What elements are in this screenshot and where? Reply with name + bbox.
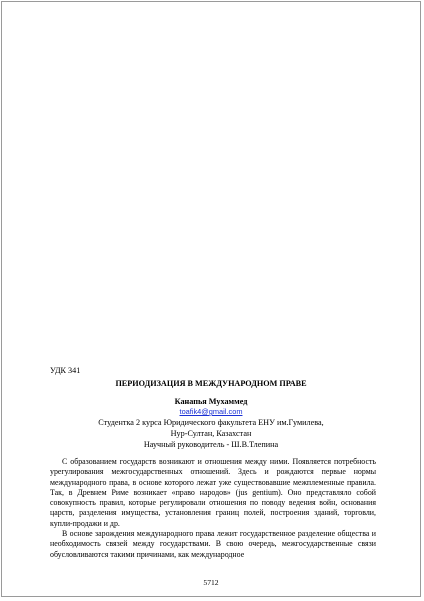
- document-page: [1, 1, 421, 597]
- page-number: 5712: [203, 578, 219, 587]
- article-title: ПЕРИОДИЗАЦИЯ В МЕЖДУНАРОДНОМ ПРАВЕ: [115, 379, 307, 388]
- body-paragraph-2: В основе зарождения международного права лежит государственное разделение общества и необходимость связей между государствами. В свою очередь, межгосударственные связи обусловливаются такими причинами, как международное: [50, 529, 376, 559]
- scientific-supervisor: Научный руководитель - Ш.В.Тлепина: [143, 440, 279, 449]
- body-paragraph-1: С образованием государств возникают и отношения между ними. Появляется потребность урегулирования межгосударственных отношений. Здесь и рождаются первые нормы международного права, в основе которого лежат уже существовавшие межплеменные правила. Так, в Древнем Риме возникает «право народов» (jus gentium). Оно представляло собой совокупность правил, которые регулировали отношения по поводу ведения войн, основания царств, разделения имущества, установления границ полей, построения зданий, торговли, купли-продажи и др.: [50, 457, 376, 528]
- author-affiliation: Студентка 2 курса Юридического факультета ЕНУ им.Гумилева,: [98, 418, 324, 427]
- author-email-link[interactable]: toafik4@gmail.com: [179, 407, 243, 416]
- udk-code: УДК 341: [50, 366, 81, 375]
- author-city: Нур-Султан, Казахстан: [170, 429, 252, 438]
- author-name: Канапья Мухаммед: [174, 397, 248, 406]
